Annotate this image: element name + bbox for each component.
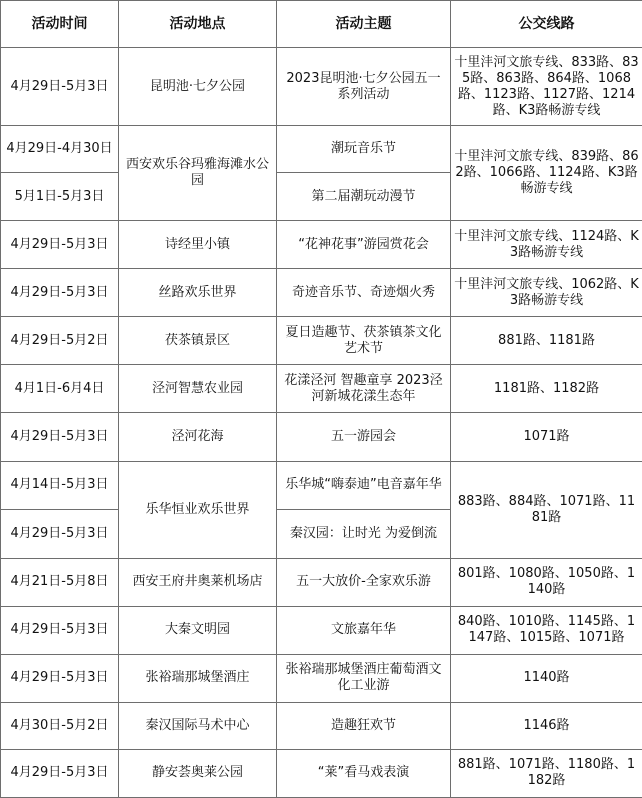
cell-time: 4月29日-5月3日: [1, 749, 119, 797]
cell-time: 4月29日-5月3日: [1, 413, 119, 461]
table-row: [1, 269, 642, 317]
cell-bus: 840路、1010路、1145路、1147路、1015路、1071路: [451, 606, 642, 654]
cell-theme: 奇迹音乐节、奇迹烟火秀: [277, 269, 451, 317]
cell-place: 西安王府井奥莱机场店: [119, 558, 277, 606]
cell-time: 4月29日-4月30日: [1, 126, 119, 173]
cell-theme: 秦汉园：让时光 为爱倒流: [277, 509, 451, 558]
cell-place: 张裕瑞那城堡酒庄: [119, 654, 277, 702]
cell-theme: “莱”看马戏表演: [277, 749, 451, 797]
table-row: [1, 317, 642, 365]
table-row: [1, 48, 642, 126]
table-row: [1, 606, 642, 654]
cell-bus: 881路、1181路: [451, 317, 642, 365]
cell-time: 4月29日-5月3日: [1, 654, 119, 702]
cell-bus: 1146路: [451, 702, 642, 749]
header-place: 活动地点: [119, 1, 277, 48]
cell-time: 4月29日-5月3日: [1, 606, 119, 654]
cell-bus: 十里沣河文旅专线、839路、862路、1066路、1124路、K3路畅游专线: [451, 126, 642, 221]
cell-time: 4月14日-5月3日: [1, 461, 119, 509]
cell-theme: 潮玩音乐节: [277, 126, 451, 173]
cell-place: 西安欢乐谷玛雅海滩水公园: [119, 126, 277, 221]
table-row: [1, 221, 642, 269]
table-row: [1, 558, 642, 606]
cell-bus: 1071路: [451, 413, 642, 461]
header-time: 活动时间: [1, 1, 119, 48]
cell-bus: 801路、1080路、1050路、1140路: [451, 558, 642, 606]
cell-place: 丝路欢乐世界: [119, 269, 277, 317]
table-row: [1, 365, 642, 413]
cell-time: 4月30日-5月2日: [1, 702, 119, 749]
cell-bus: 十里沣河文旅专线、1062路、K3路畅游专线: [451, 269, 642, 317]
cell-bus: 十里沣河文旅专线、833路、835路、863路、864路、1068路、1123路、1127路、1214路、K3路畅游专线: [451, 48, 642, 126]
cell-time: 4月29日-5月2日: [1, 317, 119, 365]
header-row: [1, 1, 642, 48]
table-row: [1, 413, 642, 461]
table-row: [1, 749, 642, 797]
table-row: [1, 461, 642, 509]
cell-place: 泾河花海: [119, 413, 277, 461]
cell-time: 4月21日-5月8日: [1, 558, 119, 606]
cell-place: 大秦文明园: [119, 606, 277, 654]
table-row: [1, 126, 642, 173]
cell-place: 昆明池·七夕公园: [119, 48, 277, 126]
header-theme: 活动主题: [277, 1, 451, 48]
cell-theme: 2023昆明池·七夕公园五一系列活动: [277, 48, 451, 126]
cell-theme: 张裕瑞那城堡酒庄葡萄酒文化工业游: [277, 654, 451, 702]
cell-bus: 883路、884路、1071路、1181路: [451, 461, 642, 558]
cell-theme: 造趣狂欢节: [277, 702, 451, 749]
cell-theme: 第二届潮玩动漫节: [277, 173, 451, 221]
cell-time: 4月29日-5月3日: [1, 221, 119, 269]
table-row: [1, 702, 642, 749]
cell-place: 静安荟奥莱公园: [119, 749, 277, 797]
cell-time: 4月29日-5月3日: [1, 269, 119, 317]
cell-time: 4月1日-6月4日: [1, 365, 119, 413]
cell-theme: “花神花事”游园赏花会: [277, 221, 451, 269]
header-bus: 公交线路: [451, 1, 642, 48]
cell-theme: 五一游园会: [277, 413, 451, 461]
cell-place: 乐华恒业欢乐世界: [119, 461, 277, 558]
cell-place: 秦汉国际马术中心: [119, 702, 277, 749]
cell-time: 4月29日-5月3日: [1, 509, 119, 558]
cell-bus: 十里沣河文旅专线、1124路、K3路畅游专线: [451, 221, 642, 269]
cell-time: 5月1日-5月3日: [1, 173, 119, 221]
cell-bus: 1140路: [451, 654, 642, 702]
cell-time: 4月29日-5月3日: [1, 48, 119, 126]
cell-theme: 五一大放价-全家欢乐游: [277, 558, 451, 606]
cell-place: 诗经里小镇: [119, 221, 277, 269]
cell-place: 泾河智慧农业园: [119, 365, 277, 413]
cell-place: 茯茶镇景区: [119, 317, 277, 365]
cell-bus: 1181路、1182路: [451, 365, 642, 413]
table-row: [1, 654, 642, 702]
cell-theme: 花漾泾河 智趣童享 2023泾河新城花漾生态年: [277, 365, 451, 413]
cell-theme: 文旅嘉年华: [277, 606, 451, 654]
cell-theme: 乐华城“嗨泰迪”电音嘉年华: [277, 461, 451, 509]
cell-bus: 881路、1071路、1180路、1182路: [451, 749, 642, 797]
cell-theme: 夏日造趣节、茯茶镇茶文化艺术节: [277, 317, 451, 365]
